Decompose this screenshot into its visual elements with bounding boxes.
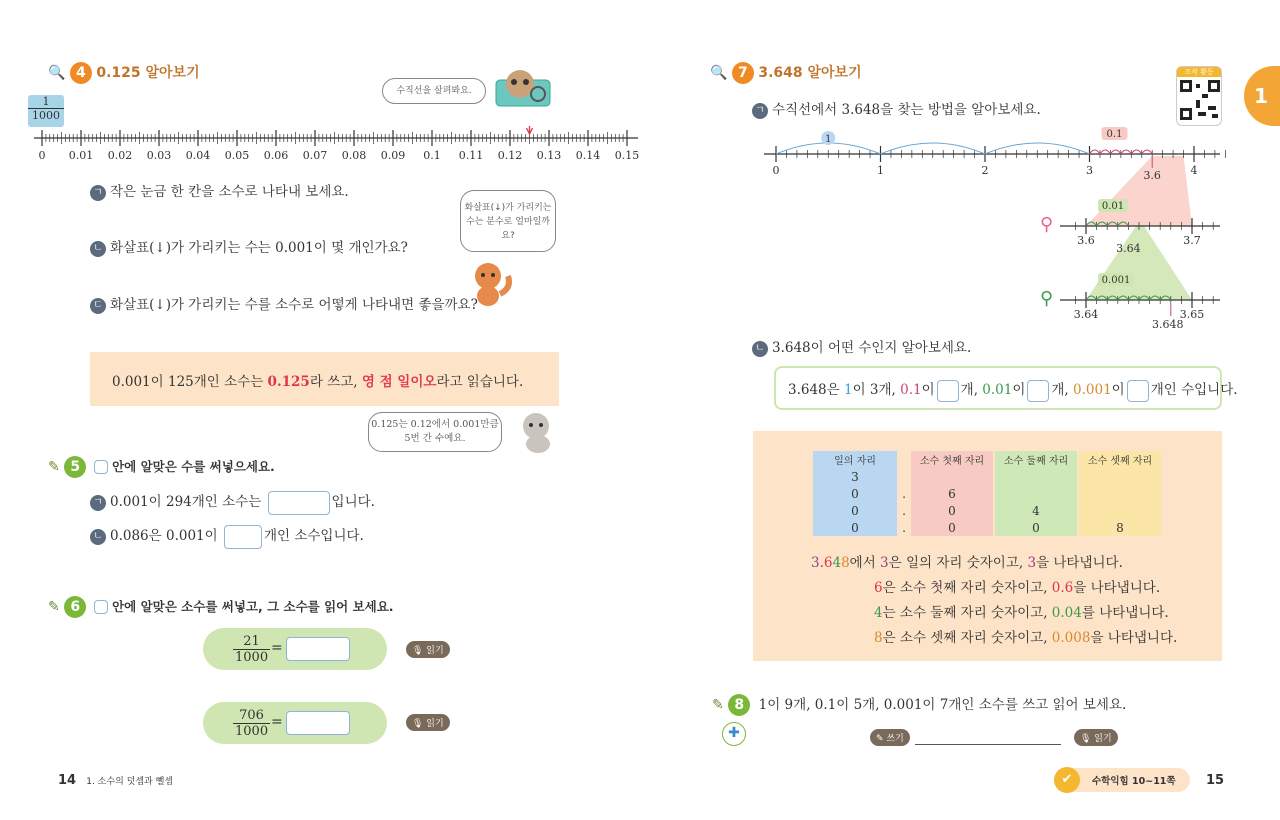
write-button[interactable]: ✎ 쓰기 [870, 729, 910, 746]
magnifier-pink-icon: ⚲ [1040, 214, 1054, 235]
table-cell: . [902, 486, 906, 501]
puzzle-icon: ✚ [722, 722, 746, 746]
question-text: 1이 9개, 0.1이 5개, 0.001이 7개인 소수를 쓰고 읽어 보세요. [758, 697, 1127, 713]
read-button[interactable]: 🎙 읽기 [406, 641, 450, 658]
fill-part: 0.1 [900, 382, 922, 398]
question-text: 개인 소수입니다. [263, 528, 364, 544]
section-number: 5 [64, 456, 86, 478]
thought-bubble: 화살표(↓)가 가리키는 수는 분수로 얼마일까요? [460, 190, 556, 252]
tick-label: 3.65 [1179, 308, 1205, 321]
chapter-title: 1. 소수의 덧셈과 뺄셈 [86, 777, 173, 787]
table-cell: 0 [813, 519, 897, 536]
section-number: 7 [732, 62, 754, 84]
fraction-denominator: 1000 [235, 650, 269, 665]
number-line-zoom-diagram [760, 124, 1230, 334]
place-value-panel [753, 431, 1222, 661]
summary-reading: 영 점 일이오 [361, 374, 437, 390]
section-7-header [710, 62, 862, 84]
question-text: 0.001이 294개인 소수는 [110, 494, 262, 510]
fill-part: 이 [921, 382, 935, 398]
fill-part: 이 [1012, 382, 1026, 398]
question-text: 화살표(↓)가 가리키는 수는 0.001이 몇 개인가요? [110, 240, 408, 256]
answer-input[interactable] [224, 525, 262, 549]
answer-input[interactable] [286, 711, 350, 735]
summary-part: 라고 읽습니다. [436, 374, 524, 390]
table-cell: 3 [813, 468, 897, 485]
read-label: 읽기 [1094, 734, 1112, 744]
question-5a [90, 490, 375, 515]
table-cell [995, 468, 1077, 485]
tick-label: 0.04 [185, 149, 211, 162]
section-title: 안에 알맞은 수를 써넣으세요. [112, 459, 275, 474]
text: 에서 [849, 555, 881, 571]
table-cell: . [902, 520, 906, 535]
fox-character-icon [468, 258, 514, 308]
fill-part: 개, [1051, 382, 1074, 398]
text: 을 나타냅니다. [1073, 580, 1161, 596]
fill-part: 개인 수입니다. [1150, 382, 1238, 398]
table-cell [995, 485, 1077, 502]
fraction-numerator: 21 [233, 634, 270, 650]
fill-part: 이 [1111, 382, 1125, 398]
tick-label: 0.1 [423, 149, 441, 162]
explanation-line [811, 551, 1177, 576]
mark-label: 3.648 [1152, 318, 1184, 331]
answer-line[interactable] [915, 744, 1061, 745]
table-header: 소수 둘째 자리 [995, 451, 1077, 468]
section-title: 0.125 알아보기 [96, 65, 200, 81]
value: 0.6 [1051, 580, 1074, 596]
answer-input[interactable] [1127, 380, 1149, 402]
table-cell: 8 [1079, 519, 1161, 536]
answer-input[interactable] [268, 491, 330, 515]
tick-label: 0.14 [575, 149, 601, 162]
question-marker: ㄱ [752, 103, 768, 119]
section-5-header [48, 456, 275, 478]
table-header: 소수 첫째 자리 [911, 451, 993, 468]
table-row [813, 502, 1161, 519]
question-7b [752, 336, 971, 357]
raccoon-character-icon [494, 66, 554, 112]
pencil-icon: ✎ [48, 599, 60, 615]
blank-box-icon [94, 600, 108, 614]
table-header: 일의 자리 [813, 451, 897, 468]
table-row [813, 468, 1161, 485]
tick-label: 2 [981, 164, 989, 177]
jump-arc [1100, 150, 1110, 154]
step-label: 1 [825, 134, 832, 145]
tick-label: 0.01 [68, 149, 94, 162]
text: 는 소수 둘째 자리 숫자이고, [882, 605, 1052, 621]
text: 을 나타냅니다. [1090, 630, 1178, 646]
magnifier-icon: 🔍 [48, 65, 66, 81]
tick-label: 0.11 [458, 149, 484, 162]
fill-part: 1 [843, 382, 853, 398]
pencil-icon: ✎ [48, 459, 60, 475]
question-4a [90, 180, 349, 201]
speech-bubble-hint: 0.125는 0.12에서 0.001만큼 5번 간 수예요. [368, 412, 502, 452]
section-8-header [712, 693, 1126, 716]
question-marker: ㄱ [90, 495, 106, 511]
digit: 3. [811, 555, 824, 571]
jump-arc [1110, 150, 1120, 154]
number-line-0-to-0.15 [30, 126, 650, 166]
digit: 6 [874, 580, 883, 596]
table-header [899, 451, 909, 468]
read-label: 읽기 [426, 719, 444, 729]
table-cell [911, 468, 993, 485]
tick-label: 1 [877, 164, 884, 177]
section-number: 8 [728, 694, 750, 716]
question-marker: ㄱ [90, 185, 106, 201]
table-cell: . [902, 503, 906, 518]
table-header: 소수 셋째 자리 [1079, 451, 1161, 468]
section-number: 4 [70, 62, 92, 84]
section-title: 안에 알맞은 소수를 써넣고, 그 소수를 읽어 보세요. [112, 599, 394, 614]
check-icon: ✔ [1054, 767, 1080, 793]
answer-input[interactable] [1027, 380, 1049, 402]
digit: 4 [874, 605, 883, 621]
value: 3 [1027, 555, 1037, 571]
table-cell [1079, 485, 1161, 502]
fraction-numerator: 1 [28, 95, 64, 109]
question-marker: ㄷ [90, 298, 106, 314]
table-cell: 0 [911, 502, 993, 519]
summary-part: 0.001이 125개인 소수는 [112, 374, 268, 390]
fill-part: 3.648은 [788, 382, 844, 398]
explanation-line [811, 626, 1177, 651]
summary-number: 0.125 [267, 374, 310, 390]
fraction-denominator: 1000 [235, 724, 269, 739]
step-label: 0.1 [1106, 129, 1123, 140]
section-title: 3.648 알아보기 [758, 65, 862, 81]
jump-arc [1121, 150, 1131, 154]
tick-label: 3 [1086, 164, 1093, 177]
table-cell [1079, 502, 1161, 519]
fraction-denominator: 1000 [32, 109, 60, 122]
fill-part: 0.01 [982, 382, 1013, 398]
magnifier-icon: 🔍 [710, 65, 728, 81]
question-4b [90, 236, 408, 257]
equals-sign: = [271, 714, 283, 730]
text: 은 일의 자리 숫자이고, [888, 555, 1028, 571]
tick-label: 0.15 [614, 149, 640, 162]
page-number: 15 [1206, 773, 1225, 788]
explanation-line [811, 601, 1177, 626]
tick-label: 0.12 [497, 149, 523, 162]
tick-label: 4 [1190, 164, 1198, 177]
tick-label: 3.6 [1077, 234, 1095, 247]
mark-label: 3.6 [1143, 169, 1161, 182]
question-text: 3.648이 어떤 수인지 알아보세요. [772, 340, 972, 356]
summary-box [90, 352, 559, 406]
question-text: 화살표(↓)가 가리키는 수를 소수로 어떻게 나타내면 좋을까요? [110, 297, 478, 313]
write-label: 쓰기 [886, 734, 904, 744]
tick-label: 0.03 [146, 149, 172, 162]
read-button[interactable]: 🎙 읽기 [1074, 729, 1118, 746]
table-cell [1079, 468, 1161, 485]
question-text: 입니다. [331, 494, 375, 510]
tick-label: 0.07 [302, 149, 328, 162]
digit: 8 [841, 555, 850, 571]
summary-part: 라 쓰고, [309, 374, 362, 390]
tick-label: 0 [772, 164, 780, 177]
tick-label: 3.64 [1073, 308, 1099, 321]
table-cell: 6 [911, 485, 993, 502]
text: 은 소수 셋째 자리 숫자이고, [882, 630, 1052, 646]
blank-box-icon [94, 460, 108, 474]
table-cell: 4 [995, 502, 1077, 519]
qr-code-panel[interactable] [1176, 66, 1222, 126]
read-button[interactable]: 🎙 읽기 [406, 714, 450, 731]
tick-label: 0.09 [380, 149, 406, 162]
tick-label: 0.02 [107, 149, 133, 162]
read-label: 읽기 [426, 646, 444, 656]
pencil-icon: ✎ [712, 697, 724, 713]
digit: 6 [823, 555, 833, 571]
question-5b [90, 524, 364, 549]
fill-in-sentence [774, 366, 1238, 410]
answer-input[interactable] [286, 637, 350, 661]
equals-sign: = [271, 640, 283, 656]
jump-arc [1090, 150, 1100, 154]
fraction-label [28, 95, 64, 127]
zoom-wedge [1086, 226, 1192, 300]
fill-part: 개, [960, 382, 983, 398]
fill-part: 이 3개, [852, 382, 901, 398]
section-4-header [48, 62, 200, 84]
question-marker: ㄴ [90, 529, 106, 545]
step-label: 0.001 [1101, 275, 1131, 286]
fill-in-text [788, 378, 1238, 402]
explanation-lines [811, 551, 1177, 651]
page-number: 14 [58, 773, 77, 788]
chapter-tab[interactable]: 1 [1244, 66, 1280, 126]
table-cell: 0 [813, 502, 897, 519]
explanation-line [811, 576, 1177, 601]
tick-label: 3.7 [1183, 234, 1201, 247]
question-7a [752, 98, 1041, 119]
question-marker: ㄴ [752, 341, 768, 357]
digit: 8 [874, 630, 883, 646]
tick-label: 0.06 [263, 149, 289, 162]
question-text: 수직선에서 3.648을 찾는 방법을 알아보세요. [772, 102, 1041, 118]
text: 은 소수 첫째 자리 숫자이고, [882, 580, 1052, 596]
digit: 4 [832, 555, 842, 571]
text: 을 나타냅니다. [1036, 555, 1123, 571]
fraction-row-2 [203, 702, 387, 744]
section-6-header [48, 596, 394, 618]
speech-bubble: 수직선을 살펴봐요. [382, 78, 486, 104]
question-text: 0.086은 0.001이 [110, 528, 218, 544]
question-4c [90, 293, 478, 314]
value: 0.04 [1051, 605, 1082, 621]
table-cell [899, 468, 909, 485]
fraction-numerator: 706 [233, 708, 270, 724]
qr-code-icon [1180, 80, 1220, 120]
digit: 3 [880, 555, 889, 571]
table-row [813, 519, 1161, 536]
cat-character-icon [516, 408, 562, 454]
tick-label: 0.08 [341, 149, 367, 162]
footer-left [58, 773, 173, 788]
question-marker: ㄴ [90, 241, 106, 257]
section-number: 6 [64, 596, 86, 618]
tick-label: 0.05 [224, 149, 250, 162]
table-cell: 0 [911, 519, 993, 536]
magnifier-green-icon: ⚲ [1040, 288, 1054, 309]
summary-text [112, 370, 523, 390]
workbook-label: 수학익힘 10~11쪽 [1092, 776, 1176, 787]
text: 를 나타냅니다. [1081, 605, 1169, 621]
answer-input[interactable] [937, 380, 959, 402]
table-cell: 0 [813, 485, 897, 502]
place-value-table [811, 451, 1163, 536]
tick-label: 0 [38, 149, 46, 162]
zoom-wedge [1086, 156, 1192, 226]
mark-label: 3.64 [1116, 242, 1141, 255]
table-row [813, 485, 1161, 502]
tick-label: 0.13 [536, 149, 562, 162]
table-cell: 0 [995, 519, 1077, 536]
question-text: 작은 눈금 한 칸을 소수로 나타내 보세요. [110, 184, 349, 200]
fraction-row-1 [203, 628, 387, 670]
jump-arc [1131, 150, 1141, 154]
fill-part: 0.001 [1073, 382, 1112, 398]
value: 0.008 [1051, 630, 1091, 646]
jump-arc [1142, 150, 1152, 154]
step-label: 0.01 [1101, 201, 1125, 212]
qr-label: 조작 활동 [1177, 67, 1221, 77]
workbook-badge[interactable] [1056, 768, 1190, 792]
